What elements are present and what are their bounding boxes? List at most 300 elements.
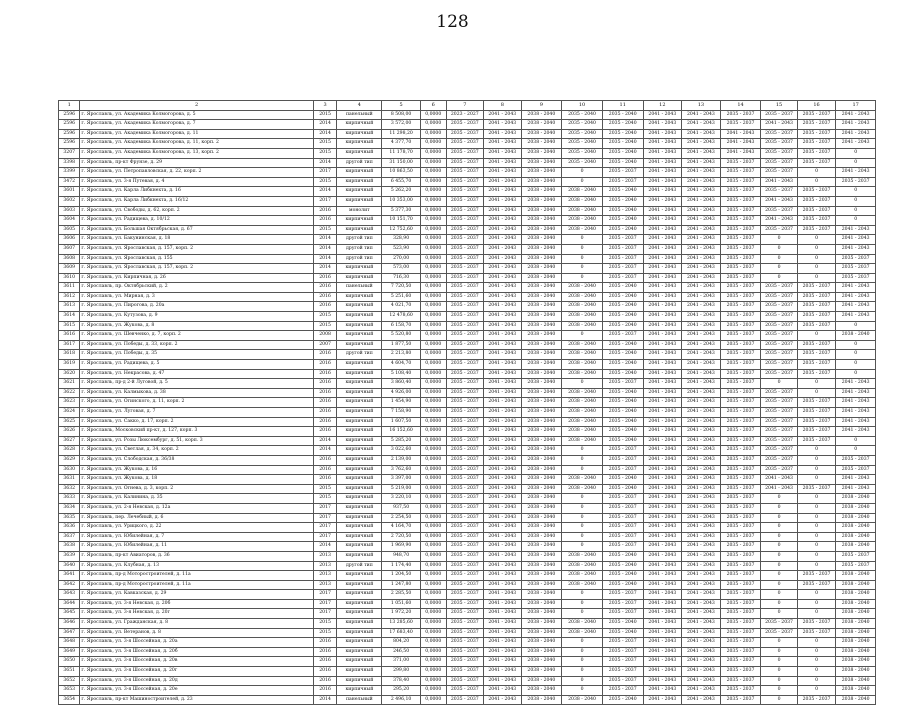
table-cell: 2035 - 2040 <box>602 561 643 571</box>
table-cell: 2041 - 2043 <box>643 292 682 302</box>
table-cell: 0,0000 <box>420 206 446 216</box>
table-cell: 2035 - 2037 <box>761 139 797 149</box>
table-cell: 2035 - 2040 <box>602 292 643 302</box>
table-cell: 2038 - 2040 <box>562 292 603 302</box>
table-cell: 2041 - 2043 <box>836 379 876 389</box>
table-cell: кирпичный <box>337 619 382 629</box>
table-cell: 3653 <box>59 686 80 696</box>
table-cell: кирпичный <box>337 302 382 312</box>
table-cell: кирпичный <box>337 532 382 542</box>
address-cell: г. Ярославль, пр-кт Фрунзе, д. 29 <box>80 158 313 168</box>
table-cell: 2035 - 2040 <box>602 283 643 293</box>
table-cell: 2041 - 2043 <box>682 599 721 609</box>
table-cell: 0,0000 <box>420 139 446 149</box>
table-cell: 0,0000 <box>420 619 446 629</box>
table-cell: 3621 <box>59 379 80 389</box>
table-cell: 2041 - 2043 <box>682 244 721 254</box>
table-cell: 3651 <box>59 667 80 677</box>
table-cell: кирпичный <box>337 187 382 197</box>
table-cell: 0,0000 <box>420 379 446 389</box>
table-cell: 2041 - 2043 <box>682 465 721 475</box>
table-cell: 2041 - 2043 <box>682 187 721 197</box>
table-cell: 2035 - 2037 <box>797 408 836 418</box>
table-row <box>59 264 876 274</box>
table-cell: 2041 - 2043 <box>682 369 721 379</box>
table-cell: кирпичный <box>337 542 382 552</box>
table-cell: 2035 - 2037 <box>446 580 483 590</box>
table-row <box>59 580 876 590</box>
address-cell: г. Ярославль, ул. Сакко, д. 17, корп. 2 <box>80 417 313 427</box>
table-cell: 2038 - 2040 <box>836 331 876 341</box>
table-cell: 937,50 <box>382 503 421 513</box>
table-cell: 2041 - 2043 <box>682 292 721 302</box>
table-cell: 2041 - 2043 <box>761 120 797 130</box>
table-cell: 2038 - 2040 <box>521 302 562 312</box>
table-cell: 3 572,00 <box>382 120 421 130</box>
table-cell: 3 762,60 <box>382 465 421 475</box>
table-row <box>59 312 876 322</box>
table-cell: 0 <box>797 551 836 561</box>
address-cell: г. Ярославль, ул. 3-я Невская, д. 20б <box>80 599 313 609</box>
table-cell: 0,0000 <box>420 196 446 206</box>
table-cell: кирпичный <box>337 398 382 408</box>
table-cell: 2041 - 2043 <box>836 427 876 437</box>
table-cell: 2035 - 2037 <box>446 513 483 523</box>
table-cell: 2035 - 2040 <box>602 408 643 418</box>
table-cell: 12 752,60 <box>382 225 421 235</box>
table-cell: 2035 - 2037 <box>602 676 643 686</box>
table-cell: 2038 - 2040 <box>521 360 562 370</box>
table-cell: 2038 - 2040 <box>562 427 603 437</box>
table-cell: 2035 - 2037 <box>797 369 836 379</box>
table-cell: 2035 - 2037 <box>797 302 836 312</box>
table-cell: 2035 - 2037 <box>602 331 643 341</box>
table-cell: 295,20 <box>382 686 421 696</box>
table-cell: 2035 - 2037 <box>720 120 761 130</box>
table-cell: 0,0000 <box>420 283 446 293</box>
table-cell: 2038 - 2040 <box>836 590 876 600</box>
table-cell: 2015 <box>313 225 337 235</box>
table-cell: 2035 - 2040 <box>602 369 643 379</box>
table-cell: 2035 - 2037 <box>446 292 483 302</box>
address-cell: г. Ярославль, ул. Кутузова, д. 9 <box>80 312 313 322</box>
table-cell: 7 158,90 <box>382 408 421 418</box>
table-cell: 2015 <box>313 177 337 187</box>
table-cell: 2035 - 2040 <box>602 475 643 485</box>
table-cell: 2035 - 2037 <box>720 340 761 350</box>
table-cell: 2035 - 2037 <box>446 196 483 206</box>
table-cell: 0,0000 <box>420 638 446 648</box>
table-row <box>59 350 876 360</box>
table-cell: 2041 - 2043 <box>682 331 721 341</box>
table-cell: 2041 - 2043 <box>484 283 521 293</box>
table-cell: 0,0000 <box>420 244 446 254</box>
table-cell: 2041 - 2043 <box>682 638 721 648</box>
table-cell: кирпичный <box>337 216 382 226</box>
table-cell: кирпичный <box>337 340 382 350</box>
table-cell: кирпичный <box>337 494 382 504</box>
table-cell: 2041 - 2043 <box>643 523 682 533</box>
table-cell: 2038 - 2040 <box>521 494 562 504</box>
table-cell: 2035 - 2040 <box>562 110 603 120</box>
table-cell: 2041 - 2043 <box>484 408 521 418</box>
table-cell: 2035 - 2037 <box>446 590 483 600</box>
address-cell: г. Ярославль, ул. Розы Люксембург, д. 51, корп. 3 <box>80 436 313 446</box>
table-cell: 2016 <box>313 638 337 648</box>
table-cell: 2038 - 2040 <box>521 667 562 677</box>
table-cell: 2041 - 2043 <box>682 667 721 677</box>
table-cell: 2035 - 2037 <box>720 254 761 264</box>
table-cell: 3636 <box>59 523 80 533</box>
table-cell: 2041 - 2043 <box>643 254 682 264</box>
table-cell: кирпичный <box>337 312 382 322</box>
table-cell: 2035 - 2037 <box>446 225 483 235</box>
table-cell: 2041 - 2043 <box>643 465 682 475</box>
table-cell: 2035 - 2037 <box>797 187 836 197</box>
table-cell: 2035 - 2037 <box>720 388 761 398</box>
table-cell: 2035 - 2037 <box>602 590 643 600</box>
table-cell: 0 <box>562 590 603 600</box>
table-row <box>59 360 876 370</box>
table-cell: 2035 - 2037 <box>446 532 483 542</box>
table-cell: 2035 - 2040 <box>602 302 643 312</box>
table-cell: 0 <box>761 561 797 571</box>
table-cell: 2014 <box>313 446 337 456</box>
table-cell: кирпичный <box>337 225 382 235</box>
table-cell: 2035 - 2040 <box>602 427 643 437</box>
table-cell: 2041 - 2043 <box>484 676 521 686</box>
table-cell: 0,0000 <box>420 609 446 619</box>
table-cell: 2035 - 2037 <box>761 350 797 360</box>
table-cell: 4 604,70 <box>382 360 421 370</box>
table-cell: 2038 - 2040 <box>521 398 562 408</box>
table-row <box>59 388 876 398</box>
table-cell: 3617 <box>59 340 80 350</box>
address-cell: г. Ярославль, ул. 3-я Путевая, д. 4 <box>80 177 313 187</box>
address-cell: г. Ярославль, ул. 3-я Шоссейная, д. 20г <box>80 667 313 677</box>
table-row <box>59 667 876 677</box>
table-cell: 0,0000 <box>420 369 446 379</box>
table-row <box>59 590 876 600</box>
column-header: 6 <box>420 101 446 111</box>
table-cell: 2008 <box>313 331 337 341</box>
table-cell: 2041 - 2043 <box>484 590 521 600</box>
table-cell: 2041 - 2043 <box>643 676 682 686</box>
table-cell: 2041 - 2043 <box>643 628 682 638</box>
table-cell: 3649 <box>59 647 80 657</box>
table-cell: 2041 - 2043 <box>643 331 682 341</box>
address-cell: г. Ярославль, ул. Жукова, д. 16 <box>80 465 313 475</box>
table-row <box>59 619 876 629</box>
column-header: 7 <box>446 101 483 111</box>
table-cell: 2016 <box>313 667 337 677</box>
table-cell: 2038 - 2040 <box>521 379 562 389</box>
table-cell: 2035 - 2037 <box>602 177 643 187</box>
table-cell: 6 158,70 <box>382 321 421 331</box>
table-cell: 2035 - 2037 <box>720 523 761 533</box>
table-cell: кирпичный <box>337 129 382 139</box>
table-cell: 2035 - 2037 <box>720 609 761 619</box>
table-cell: 2038 - 2040 <box>562 369 603 379</box>
table-cell: 2041 - 2043 <box>484 350 521 360</box>
table-cell: 2038 - 2040 <box>521 609 562 619</box>
table-row <box>59 446 876 456</box>
table-cell: 2014 <box>313 187 337 197</box>
table-cell: 2041 - 2043 <box>484 331 521 341</box>
table-cell: 2035 - 2037 <box>836 264 876 274</box>
table-row <box>59 417 876 427</box>
table-cell: 2041 - 2043 <box>682 340 721 350</box>
header-row <box>59 101 876 111</box>
table-cell: 3620 <box>59 369 80 379</box>
table-cell: 2035 - 2037 <box>720 657 761 667</box>
table-cell: 0,0000 <box>420 225 446 235</box>
table-cell: 2013 <box>313 580 337 590</box>
table-cell: 0 <box>761 264 797 274</box>
table-cell: 2038 - 2040 <box>836 695 876 705</box>
table-cell: 3627 <box>59 436 80 446</box>
table-cell: 2035 - 2037 <box>720 235 761 245</box>
table-cell: 2035 - 2037 <box>446 484 483 494</box>
table-cell: 3602 <box>59 196 80 206</box>
table-cell: 11 178,70 <box>382 148 421 158</box>
address-cell: г. Ярославль, ул. Огнева, д. 3, корп. 2 <box>80 484 313 494</box>
table-cell: 2041 - 2043 <box>484 494 521 504</box>
table-cell: 3607 <box>59 244 80 254</box>
table-cell: 2035 - 2037 <box>602 494 643 504</box>
table-cell: 3629 <box>59 455 80 465</box>
table-cell: 2035 - 2037 <box>446 369 483 379</box>
table-cell: 3631 <box>59 475 80 485</box>
table-cell: 2041 - 2043 <box>682 139 721 149</box>
table-cell: 3650 <box>59 657 80 667</box>
table-row <box>59 148 876 158</box>
table-cell: 2035 - 2037 <box>602 599 643 609</box>
table-cell: 2041 - 2043 <box>836 129 876 139</box>
table-cell: 3616 <box>59 331 80 341</box>
table-cell: 2596 <box>59 120 80 130</box>
table-row <box>59 244 876 254</box>
table-cell: 2041 - 2043 <box>484 503 521 513</box>
table-cell: кирпичный <box>337 484 382 494</box>
table-cell: 2041 - 2043 <box>484 360 521 370</box>
table-cell: 0 <box>797 455 836 465</box>
address-cell: г. Ярославль, ул. Карла Либкнехта, д. 16 <box>80 187 313 197</box>
table-cell: 2 213,80 <box>382 350 421 360</box>
table-cell: 2035 - 2037 <box>720 196 761 206</box>
table-cell: 2035 - 2037 <box>836 254 876 264</box>
table-cell: 2035 - 2040 <box>602 120 643 130</box>
table-cell: 2041 - 2043 <box>484 417 521 427</box>
table-cell: 2041 - 2043 <box>484 619 521 629</box>
table-cell: 2035 - 2037 <box>446 408 483 418</box>
table-cell: 2041 - 2043 <box>682 273 721 283</box>
table-cell: 5 108,40 <box>382 369 421 379</box>
table-cell: 378,40 <box>382 676 421 686</box>
table-cell: 0,0000 <box>420 427 446 437</box>
table-cell: 2035 - 2037 <box>602 542 643 552</box>
table-cell: 3613 <box>59 302 80 312</box>
table-cell: 5 262,20 <box>382 187 421 197</box>
table-cell: 0,0000 <box>420 292 446 302</box>
table-cell: 0 <box>797 379 836 389</box>
table-cell: 2041 - 2043 <box>682 129 721 139</box>
table-cell: 2041 - 2043 <box>643 340 682 350</box>
table-cell: 2041 - 2043 <box>484 446 521 456</box>
table-cell: 0,0000 <box>420 532 446 542</box>
table-cell: 2041 - 2043 <box>682 283 721 293</box>
table-cell: 2035 - 2037 <box>797 120 836 130</box>
table-row <box>59 408 876 418</box>
table-cell: 2035 - 2037 <box>720 264 761 274</box>
table-cell: 2035 - 2037 <box>446 283 483 293</box>
table-cell: кирпичный <box>337 609 382 619</box>
table-cell: 2041 - 2043 <box>643 129 682 139</box>
table-cell: 2041 - 2043 <box>682 561 721 571</box>
table-cell: 2041 - 2043 <box>484 475 521 485</box>
table-cell: 0 <box>761 379 797 389</box>
table-cell: 2041 - 2043 <box>643 551 682 561</box>
table-cell: 2038 - 2040 <box>562 196 603 206</box>
table-cell: 2035 - 2040 <box>602 139 643 149</box>
table-cell: 2041 - 2043 <box>836 283 876 293</box>
table-cell: 2038 - 2040 <box>836 628 876 638</box>
table-cell: 2023 - 2027 <box>446 110 483 120</box>
table-cell: панельный <box>337 283 382 293</box>
table-cell: 2038 - 2040 <box>836 542 876 552</box>
column-header: 2 <box>80 101 313 111</box>
table-cell: 2038 - 2040 <box>521 388 562 398</box>
table-cell: 2035 - 2037 <box>797 619 836 629</box>
table-cell: 2015 <box>313 628 337 638</box>
table-cell: 2041 - 2043 <box>720 139 761 149</box>
table-cell: 2041 - 2043 <box>643 158 682 168</box>
table-cell: 2014 <box>313 264 337 274</box>
table-row <box>59 235 876 245</box>
table-cell: 0,0000 <box>420 571 446 581</box>
table-cell: 2038 - 2040 <box>521 120 562 130</box>
table-cell: 2017 <box>313 523 337 533</box>
table-cell: 2041 - 2043 <box>836 292 876 302</box>
table-cell: 2041 - 2043 <box>682 532 721 542</box>
table-cell: 2041 - 2043 <box>484 657 521 667</box>
table-cell: 3648 <box>59 638 80 648</box>
table-cell: 2041 - 2043 <box>484 647 521 657</box>
table-cell: кирпичный <box>337 455 382 465</box>
table-cell: кирпичный <box>337 667 382 677</box>
table-cell: 2035 - 2037 <box>720 638 761 648</box>
table-cell: 2016 <box>313 379 337 389</box>
table-cell: 0 <box>562 542 603 552</box>
table-cell: 2035 - 2037 <box>446 302 483 312</box>
table-cell: 2041 - 2043 <box>643 273 682 283</box>
table-cell: 3606 <box>59 235 80 245</box>
table-cell: 2038 - 2040 <box>521 273 562 283</box>
table-cell: 0 <box>562 523 603 533</box>
table-cell: 2041 - 2043 <box>682 590 721 600</box>
table-cell: 2035 - 2037 <box>602 235 643 245</box>
table-row <box>59 647 876 657</box>
address-cell: г. Ярославль, ул. Академика Колмогорова, д. 5 <box>80 110 313 120</box>
table-cell: 3609 <box>59 264 80 274</box>
table-cell: кирпичный <box>337 388 382 398</box>
table-cell: 2038 - 2040 <box>521 599 562 609</box>
table-cell: 2035 - 2037 <box>761 129 797 139</box>
table-cell: 2035 - 2040 <box>602 388 643 398</box>
table-cell: 0,0000 <box>420 177 446 187</box>
table-cell: 2038 - 2040 <box>521 264 562 274</box>
table-cell: 2035 - 2037 <box>446 216 483 226</box>
table-cell: 2041 - 2043 <box>643 225 682 235</box>
table-cell: 2041 - 2043 <box>682 484 721 494</box>
table-cell: 2035 - 2037 <box>446 177 483 187</box>
table-cell: 2016 <box>313 676 337 686</box>
table-row <box>59 187 876 197</box>
table-cell: 10 151,70 <box>382 216 421 226</box>
table-cell: 2038 - 2040 <box>562 484 603 494</box>
table-cell: 2041 - 2043 <box>682 321 721 331</box>
address-cell: г. Ярославль, ул. Юбилейная, д. 11 <box>80 542 313 552</box>
table-cell: 2035 - 2037 <box>720 369 761 379</box>
table-cell: 2035 - 2037 <box>797 196 836 206</box>
table-row <box>59 427 876 437</box>
table-cell: 2035 - 2037 <box>720 676 761 686</box>
table-cell: 2038 - 2040 <box>521 503 562 513</box>
address-cell: г. Ярославль, пр-д Моторостроителей, д. 11а <box>80 571 313 581</box>
table-cell: 2041 - 2043 <box>836 408 876 418</box>
table-cell: 2017 <box>313 168 337 178</box>
table-cell: 0,0000 <box>420 264 446 274</box>
table-cell: 2035 - 2037 <box>761 187 797 197</box>
table-cell: 2035 - 2037 <box>797 417 836 427</box>
table-cell: 2035 - 2037 <box>761 283 797 293</box>
table-cell: 2038 - 2040 <box>836 676 876 686</box>
table-cell: 2041 - 2043 <box>836 388 876 398</box>
table-cell: 2041 - 2043 <box>682 110 721 120</box>
address-cell: г. Ярославль, ул. Калинина, д. 35 <box>80 494 313 504</box>
column-header: 9 <box>521 101 562 111</box>
table-row <box>59 120 876 130</box>
table-cell: 2041 - 2043 <box>484 580 521 590</box>
table-cell: 0 <box>797 388 836 398</box>
table-cell: 2035 - 2037 <box>720 292 761 302</box>
table-cell: 2035 - 2037 <box>446 427 483 437</box>
table-row <box>59 695 876 705</box>
table-cell: 2015 <box>313 484 337 494</box>
table-cell: 2041 - 2043 <box>836 139 876 149</box>
table-cell: 2035 - 2040 <box>602 619 643 629</box>
table-cell: 2038 - 2040 <box>562 619 603 629</box>
address-cell: г. Ярославль, ул. Академика Колмогорова, д. 11, корп. 2 <box>80 139 313 149</box>
table-cell: 2014 <box>313 695 337 705</box>
table-cell: 0,0000 <box>420 168 446 178</box>
table-cell: 2017 <box>313 196 337 206</box>
table-cell: 3605 <box>59 225 80 235</box>
table-cell: 2035 - 2037 <box>602 273 643 283</box>
column-header: 12 <box>643 101 682 111</box>
table-cell: 2038 - 2040 <box>562 475 603 485</box>
table-cell: 3615 <box>59 321 80 331</box>
address-cell: г. Ярославль, ул. Победы, д. 35 <box>80 350 313 360</box>
table-cell: 2038 - 2040 <box>521 676 562 686</box>
table-cell: 3399 <box>59 168 80 178</box>
table-cell: 2035 - 2040 <box>602 571 643 581</box>
table-cell: 0 <box>836 148 876 158</box>
table-cell: другой тип <box>337 244 382 254</box>
table-cell: 2038 - 2040 <box>521 110 562 120</box>
table-cell: 2041 - 2043 <box>643 599 682 609</box>
table-cell: 0,0000 <box>420 388 446 398</box>
